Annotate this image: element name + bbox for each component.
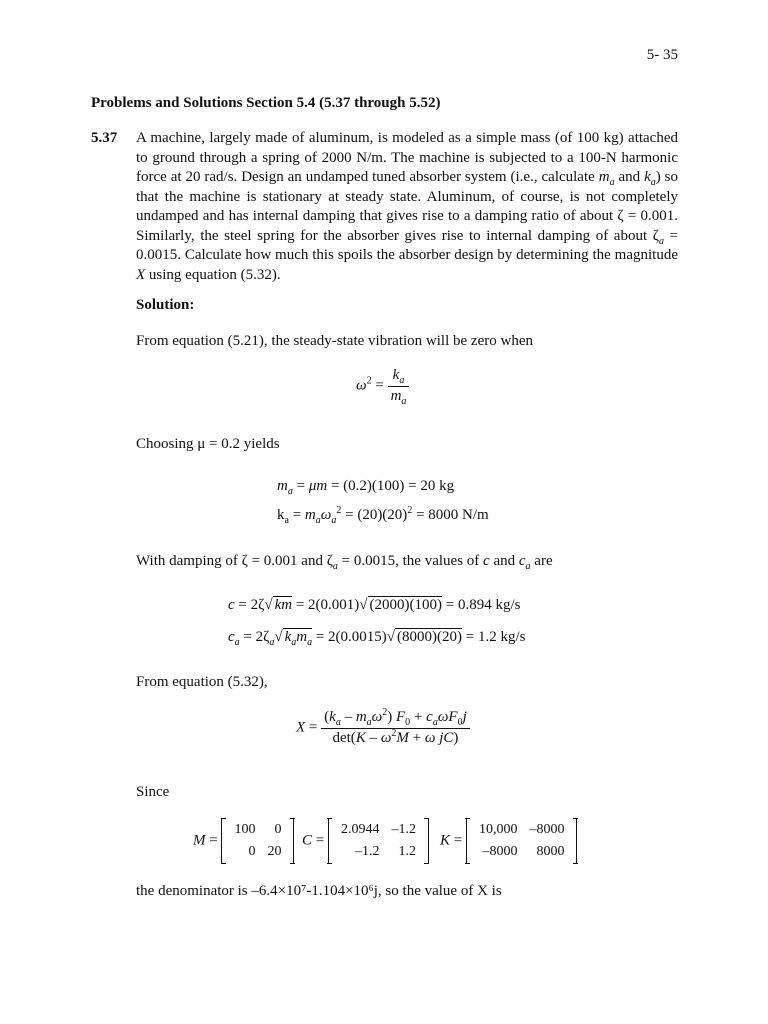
equation-ma: $m_a = \mu m = (0.2)(100) = 20$ kg xyxy=(277,478,455,497)
solution-line-2: Choosing μ = 0.2 yields xyxy=(136,436,280,452)
solution-heading: Solution: xyxy=(136,297,195,313)
matrix-C: C = 2.0944 –1.2 –1.2 1.2 xyxy=(302,818,429,864)
problem-statement: A machine, largely made of aluminum, is modeled as a simple mass (of 100 kg) attached to ground through a spring of 2000 N/m. The machine is subjected to a 100-N harmonic force at 20 rad/s. Design an undamped tuned absorber system (i.e., calculate $m_a$ and $k_a$) so that the machine is stationary at steady state. Aluminum, of course, is not completely undamped and has internal damping that gives rise to a damping ratio of about ζ = 0.001. Similarly, the steel spring for the absorber gives rise to internal damping of about $\zeta_a = 0.0015$. Calculate how much this spoils the absorber design by determining the magnitude X using equation (5.32). xyxy=(136,130,678,283)
equation-X: X = $\frac{(k_a - m_a\omega^2) F_0 + c_a\omega F_0j}{\det(K - \omega^2M + \omega jC)}$ xyxy=(296,708,470,748)
solution-line-5: Since xyxy=(136,784,170,800)
section-title: Problems and Solutions Section 5.4 (5.37 through 5.52) xyxy=(91,95,441,111)
equation-c: c = 2ζ√ km = 2(0.001)√ (2000)(100) = 0.894 kg/s xyxy=(228,597,521,613)
matrix-M: M = 100 0 0 20 xyxy=(193,818,294,864)
equation-ca: $c_a = 2\zeta_a√$ $k_am_a = 2(0.0015)√$ (8000)(20) = 1.2 kg/s xyxy=(228,629,526,648)
equation-omega: $\omega^2$ = $\frac{k_a}{m_a}$ xyxy=(356,366,409,406)
solution-line-3: With damping of ζ = 0.001 and $\zeta_a = 0.0015$, the values of c and $c_a$ are xyxy=(136,553,553,572)
equation-ka: $k_a = m_a\omega_a^2 = (20)(20)^2 = 8000$ N/m xyxy=(277,505,489,526)
page-number: 5- 35 xyxy=(646,47,678,63)
problem-number: 5.37 xyxy=(91,130,118,146)
solution-line-1: From equation (5.21), the steady-state vibration will be zero when xyxy=(136,333,533,349)
solution-line-4: From equation (5.32), xyxy=(136,674,268,690)
solution-line-6: the denominator is –6.4×10⁷-1.104×10⁶j, so the value of X is xyxy=(136,883,502,899)
matrix-K: K = 10,000 –8000 –8000 8000 xyxy=(440,818,577,864)
